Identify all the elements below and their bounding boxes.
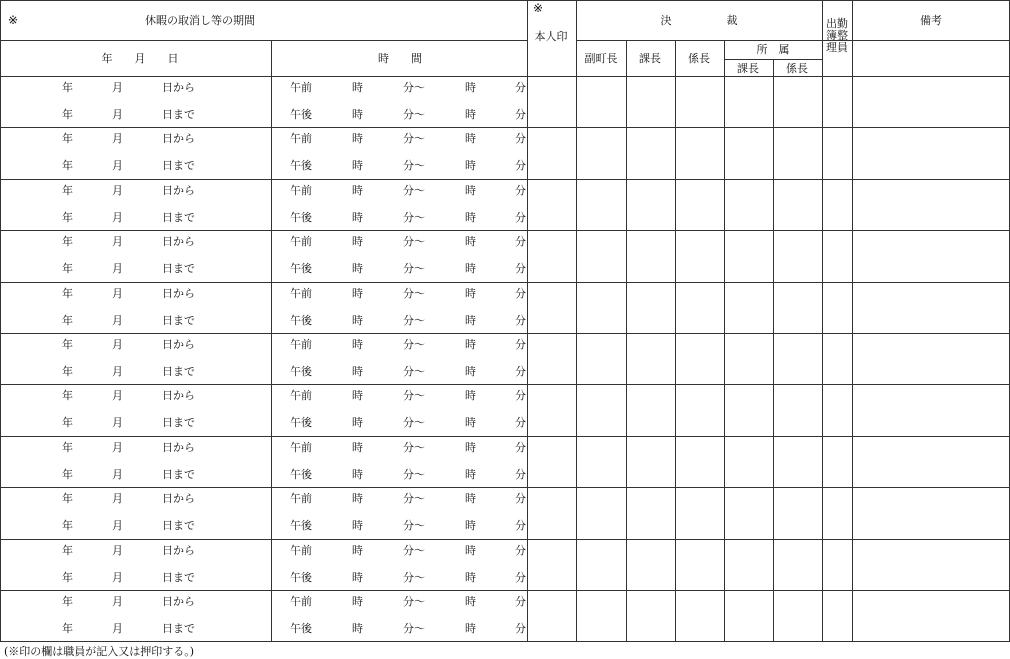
hour-end-am: 時 <box>465 389 476 402</box>
period-title: 休暇の取消し等の期間 <box>145 14 255 27</box>
month-to: 月 <box>112 571 123 584</box>
day-to: 日まで <box>162 365 195 378</box>
hour-end-pm: 時 <box>465 416 476 429</box>
minute-start-am: 分〜 <box>403 235 425 248</box>
seal-right <box>576 0 577 642</box>
border-left <box>0 0 1 642</box>
minute-end-pm: 分 <box>515 262 526 275</box>
year-to: 年 <box>62 262 73 275</box>
am-label: 午前 <box>290 81 312 94</box>
hour-start-pm: 時 <box>352 159 363 172</box>
approval-right <box>822 0 823 642</box>
period-mark: ※ <box>8 13 19 27</box>
year-to: 年 <box>62 519 73 532</box>
minute-start-am: 分〜 <box>403 441 425 454</box>
minute-start-pm: 分〜 <box>403 468 425 481</box>
month-from: 月 <box>112 81 123 94</box>
hour-start-pm: 時 <box>352 108 363 121</box>
month-to: 月 <box>112 416 123 429</box>
month-to: 月 <box>112 159 123 172</box>
year-from: 年 <box>62 338 73 351</box>
aff-subsection-chief-header: 係長 <box>786 62 808 75</box>
day-from: 日から <box>162 81 195 94</box>
am-label: 午前 <box>290 338 312 351</box>
minute-start-pm: 分〜 <box>403 211 425 224</box>
pm-label: 午後 <box>290 365 312 378</box>
header-divider-right <box>576 40 1010 41</box>
minute-start-am: 分〜 <box>403 389 425 402</box>
pm-label: 午後 <box>290 262 312 275</box>
pm-label: 午後 <box>290 416 312 429</box>
hour-end-am: 時 <box>465 81 476 94</box>
day-to: 日まで <box>162 211 195 224</box>
hour-end-pm: 時 <box>465 365 476 378</box>
minute-end-am: 分 <box>515 235 526 248</box>
month-from: 月 <box>112 544 123 557</box>
day-from: 日から <box>162 338 195 351</box>
hour-end-pm: 時 <box>465 211 476 224</box>
month-from: 月 <box>112 492 123 505</box>
am-label: 午前 <box>290 544 312 557</box>
am-label: 午前 <box>290 595 312 608</box>
pm-label: 午後 <box>290 571 312 584</box>
year-to: 年 <box>62 108 73 121</box>
minute-start-am: 分〜 <box>403 81 425 94</box>
minute-end-pm: 分 <box>515 365 526 378</box>
year-to: 年 <box>62 416 73 429</box>
day-to: 日まで <box>162 108 195 121</box>
am-label: 午前 <box>290 184 312 197</box>
seal-left <box>527 0 528 642</box>
year-to: 年 <box>62 159 73 172</box>
month-from: 月 <box>112 235 123 248</box>
day-to: 日まで <box>162 468 195 481</box>
row-divider <box>0 539 1010 540</box>
am-label: 午前 <box>290 132 312 145</box>
hour-start-am: 時 <box>352 81 363 94</box>
minute-end-am: 分 <box>515 287 526 300</box>
day-to: 日まで <box>162 571 195 584</box>
minute-start-pm: 分〜 <box>403 314 425 327</box>
hour-end-pm: 時 <box>465 108 476 121</box>
day-from: 日から <box>162 389 195 402</box>
day-to: 日まで <box>162 622 195 635</box>
subsection-chief-right <box>724 40 725 642</box>
minute-end-am: 分 <box>515 389 526 402</box>
minute-start-pm: 分〜 <box>403 108 425 121</box>
minute-end-am: 分 <box>515 132 526 145</box>
minute-start-am: 分〜 <box>403 492 425 505</box>
vice-mayor-header: 副町長 <box>584 52 618 65</box>
month-to: 月 <box>112 262 123 275</box>
pm-label: 午後 <box>290 159 312 172</box>
hour-start-pm: 時 <box>352 571 363 584</box>
minute-start-pm: 分〜 <box>403 416 425 429</box>
border-bottom <box>0 641 1010 642</box>
year-from: 年 <box>62 389 73 402</box>
minute-end-pm: 分 <box>515 622 526 635</box>
day-from: 日から <box>162 595 195 608</box>
minute-end-am: 分 <box>515 338 526 351</box>
year-from: 年 <box>62 184 73 197</box>
minute-start-am: 分〜 <box>403 287 425 300</box>
minute-end-pm: 分 <box>515 519 526 532</box>
date-time-divider <box>271 40 272 642</box>
row-divider <box>0 590 1010 591</box>
year-to: 年 <box>62 622 73 635</box>
hour-start-am: 時 <box>352 389 363 402</box>
section-chief-header: 課長 <box>639 52 661 65</box>
hour-end-am: 時 <box>465 287 476 300</box>
day-from: 日から <box>162 235 195 248</box>
footnote: (※印の欄は職員が記入又は押印する。) <box>4 645 195 658</box>
minute-start-pm: 分〜 <box>403 622 425 635</box>
month-to: 月 <box>112 365 123 378</box>
hour-end-pm: 時 <box>465 519 476 532</box>
row-divider <box>0 127 1010 128</box>
month-to: 月 <box>112 622 123 635</box>
hour-end-pm: 時 <box>465 314 476 327</box>
month-to: 月 <box>112 468 123 481</box>
pm-label: 午後 <box>290 519 312 532</box>
day-from: 日から <box>162 441 195 454</box>
minute-end-pm: 分 <box>515 108 526 121</box>
day-to: 日まで <box>162 314 195 327</box>
hour-start-pm: 時 <box>352 416 363 429</box>
month-from: 月 <box>112 287 123 300</box>
row-divider <box>0 282 1010 283</box>
minute-start-am: 分〜 <box>403 595 425 608</box>
month-from: 月 <box>112 595 123 608</box>
minute-start-pm: 分〜 <box>403 571 425 584</box>
am-label: 午前 <box>290 389 312 402</box>
year-from: 年 <box>62 132 73 145</box>
year-from: 年 <box>62 235 73 248</box>
row-divider <box>0 333 1010 334</box>
year-to: 年 <box>62 211 73 224</box>
minute-end-pm: 分 <box>515 571 526 584</box>
month-to: 月 <box>112 108 123 121</box>
year-to: 年 <box>62 365 73 378</box>
hour-start-am: 時 <box>352 184 363 197</box>
hour-end-pm: 時 <box>465 262 476 275</box>
row-divider <box>0 230 1010 231</box>
minute-end-am: 分 <box>515 544 526 557</box>
minute-start-pm: 分〜 <box>403 159 425 172</box>
year-from: 年 <box>62 544 73 557</box>
month-to: 月 <box>112 314 123 327</box>
pm-label: 午後 <box>290 314 312 327</box>
pm-label: 午後 <box>290 211 312 224</box>
day-from: 日から <box>162 492 195 505</box>
attendance-clerk-header: 出勤簿整理員 <box>826 17 848 54</box>
year-from: 年 <box>62 492 73 505</box>
minute-start-pm: 分〜 <box>403 519 425 532</box>
seal-label: 本人印 <box>534 30 568 43</box>
minute-end-am: 分 <box>515 81 526 94</box>
am-label: 午前 <box>290 492 312 505</box>
month-from: 月 <box>112 338 123 351</box>
hour-start-am: 時 <box>352 492 363 505</box>
subsection-chief-header: 係長 <box>688 52 710 65</box>
affiliation-header: 所 属 <box>756 43 790 56</box>
year-to: 年 <box>62 314 73 327</box>
minute-start-am: 分〜 <box>403 132 425 145</box>
day-from: 日から <box>162 184 195 197</box>
day-to: 日まで <box>162 159 195 172</box>
row-divider <box>0 179 1010 180</box>
remarks-header: 備考 <box>920 14 942 27</box>
month-from: 月 <box>112 132 123 145</box>
hour-start-am: 時 <box>352 544 363 557</box>
hour-start-am: 時 <box>352 441 363 454</box>
row-divider <box>0 487 1010 488</box>
minute-end-am: 分 <box>515 184 526 197</box>
aff-section-right <box>773 59 774 642</box>
hour-start-am: 時 <box>352 235 363 248</box>
year-from: 年 <box>62 595 73 608</box>
minute-end-am: 分 <box>515 595 526 608</box>
hour-end-am: 時 <box>465 441 476 454</box>
month-from: 月 <box>112 389 123 402</box>
clerk-right <box>852 0 853 642</box>
border-top <box>0 0 1010 1</box>
hour-end-am: 時 <box>465 492 476 505</box>
seal-mark: ※ <box>533 1 544 15</box>
hour-start-pm: 時 <box>352 519 363 532</box>
hour-start-am: 時 <box>352 338 363 351</box>
year-from: 年 <box>62 287 73 300</box>
col-date-header: 年 月 日 <box>101 52 179 65</box>
minute-end-pm: 分 <box>515 468 526 481</box>
hour-start-pm: 時 <box>352 468 363 481</box>
hour-start-am: 時 <box>352 132 363 145</box>
year-from: 年 <box>62 81 73 94</box>
row-divider <box>0 384 1010 385</box>
hour-end-pm: 時 <box>465 622 476 635</box>
minute-end-pm: 分 <box>515 159 526 172</box>
col-time-header: 時 間 <box>378 52 422 65</box>
day-to: 日まで <box>162 519 195 532</box>
hour-end-am: 時 <box>465 184 476 197</box>
minute-end-am: 分 <box>515 492 526 505</box>
month-from: 月 <box>112 184 123 197</box>
hour-start-am: 時 <box>352 287 363 300</box>
aff-section-chief-header: 課長 <box>737 62 759 75</box>
minute-start-pm: 分〜 <box>403 262 425 275</box>
hour-end-am: 時 <box>465 132 476 145</box>
header-divider-left <box>0 40 527 41</box>
hour-end-am: 時 <box>465 338 476 351</box>
day-from: 日から <box>162 287 195 300</box>
day-to: 日まで <box>162 262 195 275</box>
year-from: 年 <box>62 441 73 454</box>
row-divider <box>0 436 1010 437</box>
am-label: 午前 <box>290 441 312 454</box>
hour-end-pm: 時 <box>465 571 476 584</box>
hour-start-pm: 時 <box>352 365 363 378</box>
am-label: 午前 <box>290 235 312 248</box>
hour-start-pm: 時 <box>352 314 363 327</box>
month-from: 月 <box>112 441 123 454</box>
minute-start-pm: 分〜 <box>403 365 425 378</box>
am-label: 午前 <box>290 287 312 300</box>
hour-end-am: 時 <box>465 544 476 557</box>
minute-start-am: 分〜 <box>403 184 425 197</box>
hour-start-pm: 時 <box>352 211 363 224</box>
hour-end-am: 時 <box>465 595 476 608</box>
minute-start-am: 分〜 <box>403 544 425 557</box>
hour-end-pm: 時 <box>465 159 476 172</box>
approval-title: 決 裁 <box>660 14 738 27</box>
minute-end-pm: 分 <box>515 211 526 224</box>
section-chief-right <box>675 40 676 642</box>
year-to: 年 <box>62 468 73 481</box>
minute-end-am: 分 <box>515 441 526 454</box>
pm-label: 午後 <box>290 622 312 635</box>
month-to: 月 <box>112 519 123 532</box>
hour-start-pm: 時 <box>352 622 363 635</box>
vice-mayor-right <box>626 40 627 642</box>
hour-end-am: 時 <box>465 235 476 248</box>
hour-start-am: 時 <box>352 595 363 608</box>
day-to: 日まで <box>162 416 195 429</box>
minute-end-pm: 分 <box>515 314 526 327</box>
minute-start-am: 分〜 <box>403 338 425 351</box>
pm-label: 午後 <box>290 108 312 121</box>
day-from: 日から <box>162 132 195 145</box>
month-to: 月 <box>112 211 123 224</box>
year-to: 年 <box>62 571 73 584</box>
pm-label: 午後 <box>290 468 312 481</box>
hour-start-pm: 時 <box>352 262 363 275</box>
minute-end-pm: 分 <box>515 416 526 429</box>
header-bottom <box>0 76 1010 77</box>
hour-end-pm: 時 <box>465 468 476 481</box>
day-from: 日から <box>162 544 195 557</box>
